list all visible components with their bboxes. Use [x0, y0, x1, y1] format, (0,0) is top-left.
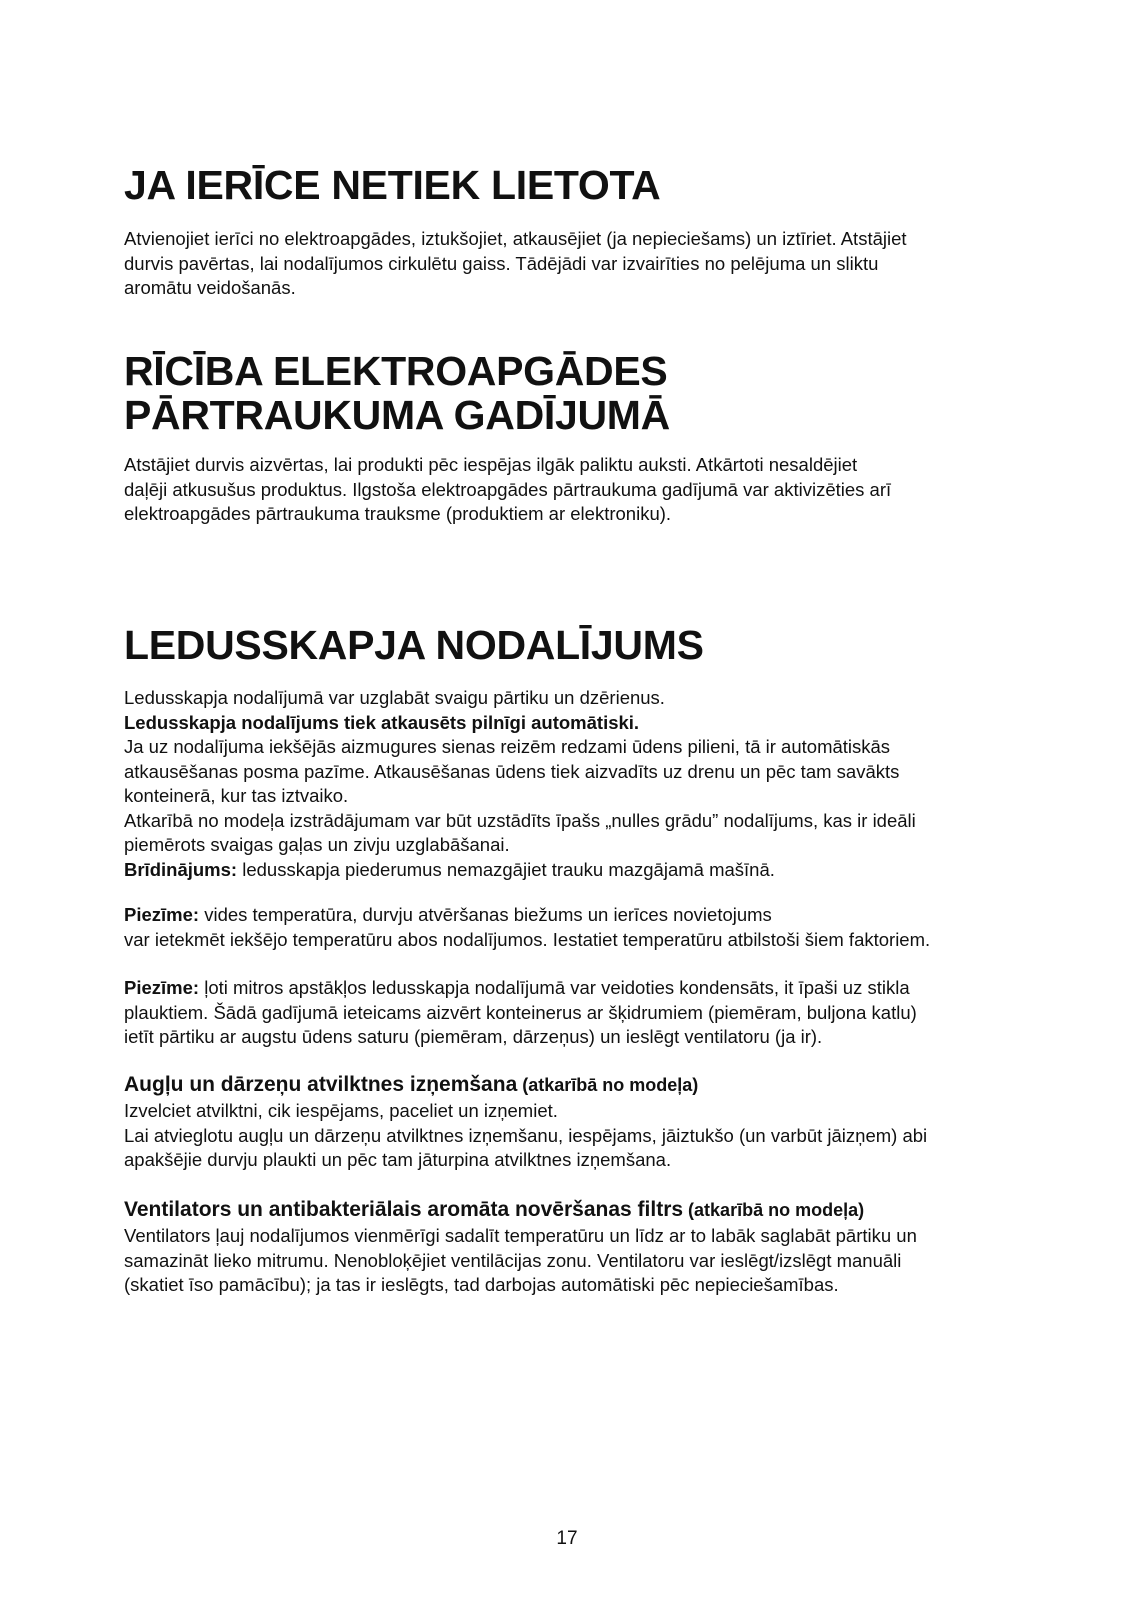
text-line-bold: Ledusskapja nodalījums tiek atkausēts pilnīgi automātiski.: [124, 711, 640, 733]
page-number: 17: [556, 1528, 578, 1549]
text-line: Atstājiet durvis aizvērtas, lai produkti pēc iespējas ilgāk paliktu auksti. Atkārtoti nesaldējiet: [124, 454, 858, 475]
text-line: Ja uz nodalījuma iekšējās aizmugures sienas reizēm redzami ūdens pilieni, tā ir automātiskās: [124, 736, 891, 757]
heading-power-failure-line1: RĪCĪBA ELEKTROAPGĀDES: [124, 348, 668, 394]
note-condensation: [124, 976, 1004, 1050]
document-page: [124, 0, 1014, 1600]
text-line: piemērots svaigas gaļas un zivju uzglabāšanai.: [124, 834, 510, 855]
note-label: Piezīme:: [124, 977, 200, 998]
text-line: daļēji atkusušus produktus. Ilgstoša elektroapgādes pārtraukuma gadījumā var aktivizēties arī: [124, 478, 892, 500]
fan-title: [124, 1196, 1004, 1224]
text-line: durvis pavērtas, lai nodalījumos cirkulētu gaiss. Tādējādi var izvairīties no pelējuma un sliktu: [124, 252, 879, 274]
note-line: [124, 903, 1004, 928]
note-label: Piezīme:: [124, 904, 200, 925]
fan-title-note: (atkarībā no modeļa): [683, 1200, 865, 1220]
text-line: samazināt lieko mitrumu. Nenobloķējiet ventilācijas zonu. Ventilatoru var ieslēgt/izslēgt manuāli: [124, 1249, 902, 1271]
text-line: apakšējie durvju plaukti un pēc tam jāturpina atvilktnes izņemšana.: [124, 1149, 672, 1170]
heading-fridge-compartment: LEDUSSKAPJA NODALĪJUMS: [124, 622, 704, 668]
text-line: Atvienojiet ierīci no elektroapgādes, iztukšojiet, atkausējiet (ja nepieciešams) un iztīriet. Atstājiet: [124, 228, 907, 249]
note-temperature: [124, 903, 1004, 952]
warning-line: [124, 858, 1004, 883]
paragraph-fridge: [124, 686, 1004, 882]
text-line: aromātu veidošanās.: [124, 277, 296, 298]
text-line: konteinerā, kur tas iztvaiko.: [124, 785, 349, 806]
text-line: var ietekmēt iekšējo temperatūru abos nodalījumos. Iestatiet temperatūru atbilstoši šiem faktoriem.: [124, 928, 931, 950]
crisper-title-note: (atkarībā no modeļa): [517, 1075, 699, 1095]
text-line: Atkarībā no modeļa izstrādājumam var būt uzstādīts īpašs „nulles grādu” nodalījums, kas ir ideāli: [124, 809, 916, 831]
heading-not-in-use: JA IERĪCE NETIEK LIETOTA: [124, 162, 661, 208]
text-line: Ledusskapja nodalījumā var uzglabāt svaigu pārtiku un dzērienus.: [124, 687, 665, 708]
warning-label: Brīdinājums:: [124, 858, 238, 880]
crisper-title-text: Augļu un dārzeņu atvilktnes izņemšana: [124, 1073, 518, 1096]
paragraph-power-failure: [124, 453, 1004, 527]
heading-power-failure-line2: PĀRTRAUKUMA GADĪJUMĀ: [124, 392, 670, 438]
warning-text: ledusskapja piederumus nemazgājiet trauku mazgājamā mašīnā.: [237, 858, 775, 880]
text-line: ietīt pārtiku ar augstu ūdens saturu (piemēram, dārzeņus) un ieslēgt ventilatoru (ja ir).: [124, 1026, 823, 1047]
text-line: (skatiet īso pamācību); ja tas ir ieslēgts, tad darbojas automātiski pēc nepieciešamības.: [124, 1274, 839, 1295]
crisper-title: [124, 1071, 1004, 1099]
crisper-section: [124, 1071, 1004, 1173]
note-text: vides temperatūra, durvju atvēršanas biežums un ierīces novietojums: [199, 904, 772, 925]
text-line: Izvelciet atvilktni, cik iespējams, paceliet un izņemiet.: [124, 1100, 558, 1121]
text-line: Ventilators ļauj nodalījumos vienmērīgi sadalīt temperatūru un līdz ar to labāk saglabāt pārtiku un: [124, 1225, 917, 1246]
text-line: Lai atvieglotu augļu un dārzeņu atvilktnes izņemšanu, iespējams, jāiztukšo (un varbūt jāizņem) abi: [124, 1124, 928, 1146]
text-line: elektroapgādes pārtraukuma trauksme (produktiem ar elektroniku).: [124, 503, 672, 524]
note-line: [124, 976, 1004, 1001]
text-line: atkausēšanas posma pazīme. Atkausēšanas ūdens tiek aizvadīts uz drenu un pēc tam savākts: [124, 760, 900, 782]
note-text: ļoti mitros apstākļos ledusskapja nodalījumā var veidoties kondensāts, it īpaši uz stikla: [199, 977, 910, 998]
fan-title-text: Ventilators un antibakteriālais aromāta novēršanas filtrs: [124, 1198, 684, 1221]
paragraph-not-in-use: [124, 227, 1004, 301]
fan-section: [124, 1196, 1004, 1298]
text-line: plauktiem. Šādā gadījumā ieteicams aizvērt konteinerus ar šķidrumiem (piemēram, buljona katlu): [124, 1001, 917, 1023]
